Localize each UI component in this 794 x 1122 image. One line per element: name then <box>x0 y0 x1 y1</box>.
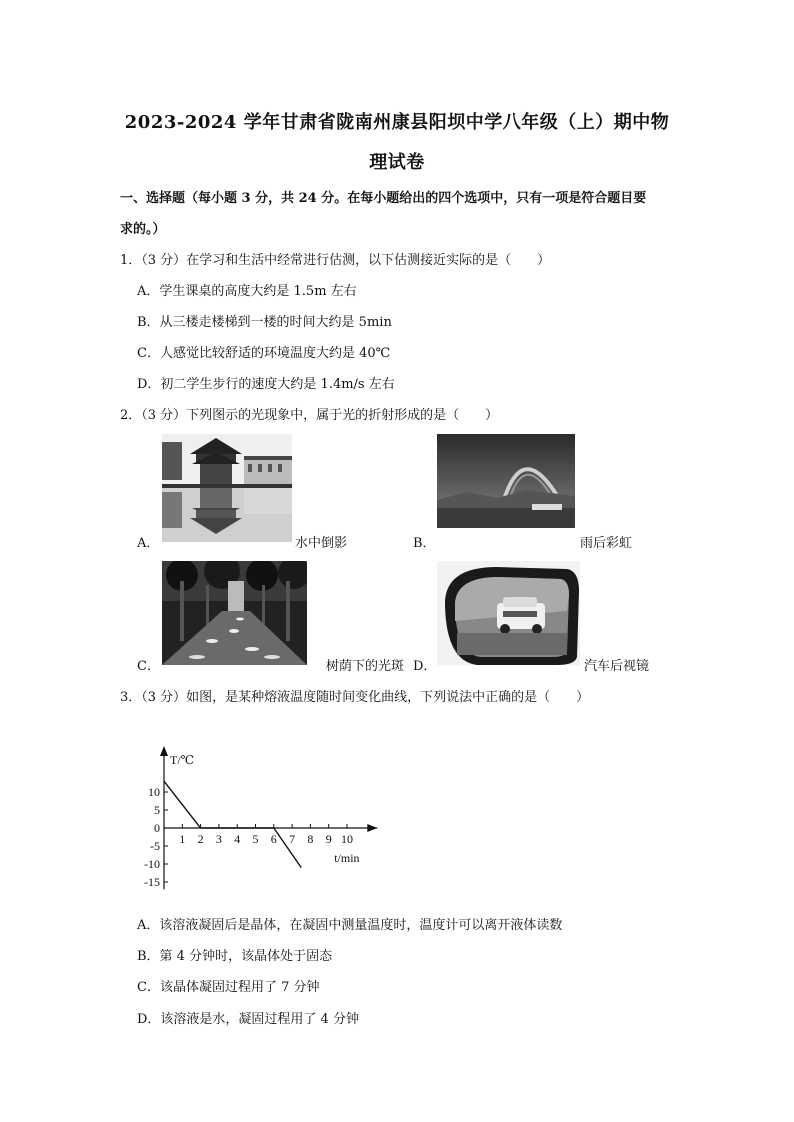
question-3-option-c: C．该晶体凝固过程用了 7 分钟 <box>137 980 320 995</box>
question-1-option-d: D．初二学生步行的速度大约是 1.4m/s 左右 <box>137 377 395 392</box>
question-3-option-d: D．该溶液是水，凝固过程用了 4 分钟 <box>137 1012 359 1027</box>
x-axis-label: t/min <box>334 851 360 865</box>
x-tick-label: 2 <box>197 832 204 846</box>
option-b-caption: 雨后彩虹 <box>580 536 633 551</box>
x-tick-label: 6 <box>270 832 277 846</box>
question-1-option-a: A．学生课桌的高度大约是 1.5m 左右 <box>137 284 357 299</box>
question-2-stem: 2．（3 分）下列图示的光现象中，属于光的折射形成的是（ ） <box>120 408 499 423</box>
photo-water-reflection <box>162 434 292 542</box>
option-d-caption: 汽车后视镜 <box>584 659 650 674</box>
x-tick-label: 7 <box>289 832 296 846</box>
y-axis-label: T/℃ <box>170 753 195 767</box>
y-tick-label: 0 <box>154 821 160 835</box>
photo-car-mirror <box>437 561 580 665</box>
question-3-option-b: B．第 4 分钟时，该晶体处于固态 <box>137 949 333 964</box>
page-title-line1: 2023-2024 学年甘肃省陇南州康县阳坝中学八年级（上）期中物 <box>124 112 670 133</box>
x-tick-label: 5 <box>252 832 259 846</box>
option-a-letter: A． <box>137 536 160 551</box>
question-1-stem: 1．（3 分）在学习和生活中经常进行估测，以下估测接近实际的是（ ） <box>120 253 551 268</box>
option-d-letter: D． <box>413 659 437 674</box>
option-b-letter: B． <box>413 536 436 551</box>
temperature-curve <box>164 781 301 867</box>
section-heading-line1: 一、选择题（每小题 3 分，共 24 分。在每小题给出的四个选项中，只有一项是符合题目要 <box>120 191 647 206</box>
x-tick-label: 3 <box>215 832 222 846</box>
question-1-option-c: C．人感觉比较舒适的环境温度大约是 40℃ <box>137 346 391 361</box>
y-tick-label: -15 <box>144 875 160 889</box>
option-c-caption: 树荫下的光斑 <box>326 659 405 674</box>
x-tick-label: 4 <box>234 832 241 846</box>
x-tick-label: 8 <box>307 832 314 846</box>
question-3-option-a: A．该溶液凝固后是晶体，在凝固中测量温度时，温度计可以离开液体读数 <box>137 918 563 933</box>
option-c-letter: C． <box>137 659 160 674</box>
x-tick-label: 10 <box>341 832 353 846</box>
question-3-stem: 3．（3 分）如图，是某种熔液温度随时间变化曲线，下列说法中正确的是（ ） <box>120 690 590 705</box>
y-tick-label: 10 <box>148 785 160 799</box>
y-tick-label: -10 <box>144 857 160 871</box>
y-axis-arrow <box>160 746 168 756</box>
x-tick-label: 9 <box>325 832 332 846</box>
question-1-option-b: B．从三楼走楼梯到一楼的时间大约是 5min <box>137 315 392 330</box>
photo-tree-shade <box>162 561 307 665</box>
temperature-time-chart <box>138 742 388 902</box>
x-axis-arrow <box>367 824 377 832</box>
option-a-caption: 水中倒影 <box>295 536 348 551</box>
y-tick-label: -5 <box>150 839 160 853</box>
section-heading-line2: 求的。） <box>120 222 166 237</box>
page-title-line2: 理试卷 <box>369 152 425 173</box>
y-tick-label: 5 <box>154 803 160 817</box>
photo-rainbow <box>437 434 575 528</box>
x-tick-label: 1 <box>179 832 186 846</box>
